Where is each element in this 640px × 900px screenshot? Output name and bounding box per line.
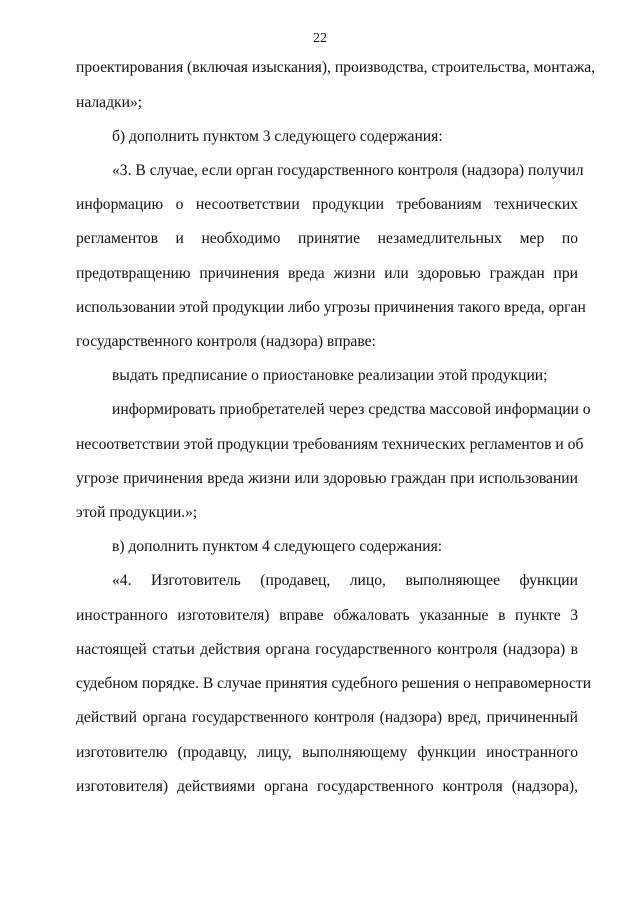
text-line: б) дополнить пунктом 3 следующего содержания:	[112, 128, 443, 145]
text-line: государственного контроля (надзора) вправе:	[76, 333, 376, 350]
text-line: «3. В случае, если орган государственного контроля (надзора) получил	[112, 162, 584, 179]
text-line: наладки»;	[76, 94, 143, 111]
text-line: использовании этой продукции либо угрозы причинения такого вреда, орган	[76, 299, 586, 316]
text-line: информировать приобретателей через средства массовой информации о	[112, 401, 591, 418]
text-line: регламентов и необходимо принятие незамедлительных мер по	[76, 230, 578, 247]
text-line: действий органа государственного контроля (надзора) вред, причиненный	[76, 709, 578, 726]
text-line: информацию о несоответствии продукции требованиям технических	[76, 196, 578, 213]
text-line: несоответствии этой продукции требованиям технических регламентов и об	[76, 436, 584, 453]
page-number: 22	[313, 31, 327, 46]
text-line: угрозе причинения вреда жизни или здоровью граждан при использовании	[76, 470, 578, 487]
text-line: проектирования (включая изыскания), производства, строительства, монтажа,	[76, 59, 596, 76]
text-line: изготовителю (продавцу, лицу, выполняющему функции иностранного	[76, 744, 578, 761]
text-line: изготовителя) действиями органа государственного контроля (надзора),	[76, 778, 578, 795]
text-line: этой продукции.»;	[76, 504, 198, 521]
text-line: судебном порядке. В случае принятия судебного решения о неправомерности	[76, 675, 592, 692]
text-line: иностранного изготовителя) вправе обжаловать указанные в пункте 3	[76, 607, 578, 624]
text-line: настоящей статьи действия органа государственного контроля (надзора) в	[76, 641, 578, 658]
text-line: «4. Изготовитель (продавец, лицо, выполняющее функции	[112, 572, 578, 589]
text-line: в) дополнить пунктом 4 следующего содержания:	[112, 538, 443, 555]
text-line: выдать предписание о приостановке реализации этой продукции;	[112, 367, 548, 384]
text-line: предотвращению причинения вреда жизни или здоровью граждан при	[76, 265, 578, 282]
